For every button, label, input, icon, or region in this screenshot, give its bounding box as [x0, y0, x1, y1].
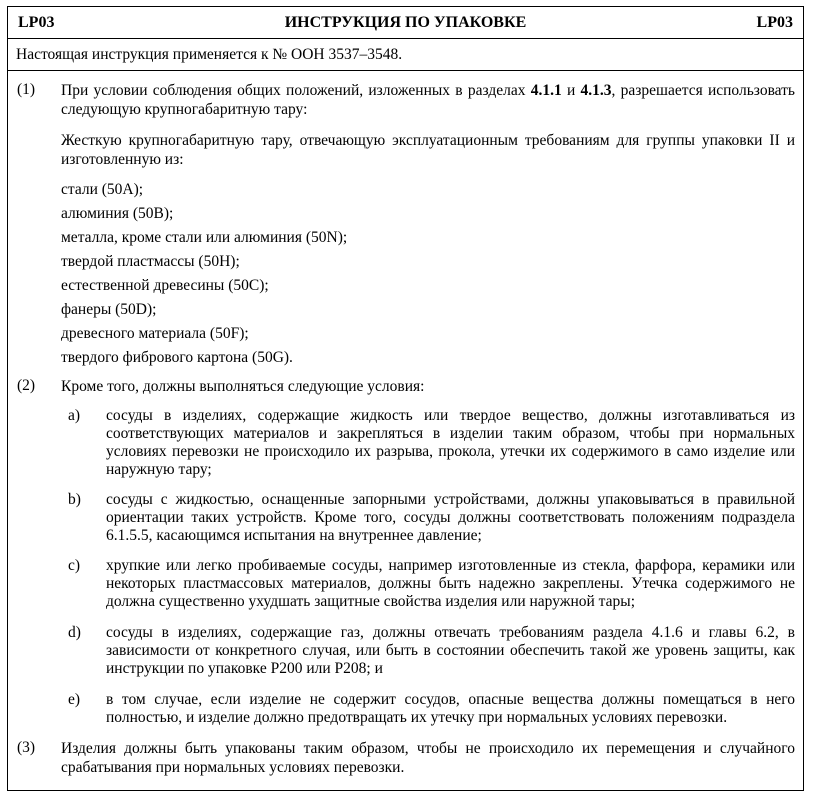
condition-text-e: в том случае, если изделие не содержит сосудов, опасные вещества должны помещаться в него полностью, и изделие должно предотвращать их утечку при нормальных условиях перевозки. — [106, 691, 795, 726]
section-1-intro-mid: и — [561, 82, 581, 99]
section-2-number: (2) — [17, 377, 36, 394]
section-1-intro — [61, 81, 795, 119]
material-item: естественной древесины (50C); — [61, 277, 269, 294]
material-item: алюминия (50B); — [61, 205, 174, 222]
material-item: твердой пластмассы (50H); — [61, 253, 240, 270]
condition-letter-d: d) — [68, 624, 81, 641]
rigid-packaging-text: Жесткую крупногабаритную тару, отвечающую эксплуатационным требованиям для группы упаковки II и изготовленную из: — [61, 132, 795, 168]
section-2-intro: Кроме того, должны выполняться следующие условия: — [61, 378, 425, 395]
section-1-number: (1) — [17, 81, 36, 98]
header-row — [8, 7, 803, 39]
section-1-intro-after: , разрешается использовать следующую крупногабаритную тару: — [61, 82, 795, 118]
section-1-ref-4-1-1: 4.1.1 — [530, 82, 562, 99]
condition-letter-c: c) — [68, 557, 81, 574]
material-item: металла, кроме стали или алюминия (50N); — [61, 229, 348, 246]
section-3-text: Изделия должны быть упакованы таким образом, чтобы не происходило их перемещения и случайного срабатывания при нормальных условиях перевозки. — [61, 740, 795, 776]
condition-text-a: сосуды в изделиях, содержащие жидкость или твердое вещество, должны изготавливаться из соответствующих материалов и закрепляться в изделии таким образом, чтобы при нормальных условиях перевозки не происходило их разрыва, прокола, утечки их содержимого в само изделие или наружную тару; — [106, 407, 795, 478]
instruction-title: ИНСТРУКЦИЯ ПО УПАКОВКЕ — [284, 14, 527, 31]
material-item: фанеры (50D); — [61, 301, 157, 318]
applies-to-text: Настоящая инструкция применяется к № ООН 3537–3548. — [16, 46, 403, 63]
material-item: стали (50A); — [61, 181, 144, 198]
section-1-ref-4-1-3: 4.1.3 — [580, 82, 612, 99]
instruction-code-left: LP03 — [18, 14, 55, 31]
section-1-intro-before: При условии соблюдения общих положений, изложенных в разделах — [61, 82, 531, 99]
condition-text-c: хрупкие или легко пробиваемые сосуды, например изготовленные из стекла, фарфора, керамики или некоторых пластмассовых материалов, должны быть надежно закреплены. Утечка содержимого не должна существенно ухудшать защитные свойства изделия или наружной тары; — [106, 557, 795, 610]
condition-letter-a: a) — [68, 407, 81, 424]
condition-letter-b: b) — [68, 491, 81, 508]
condition-text-b: сосуды с жидкостью, оснащенные запорными устройствами, должны упаковываться в правильной ориентации таких устройств. Кроме того, сосуды должны соответствовать положениям подраздела 6.1.5.5, касающимся испытания на внутреннее давление; — [106, 491, 795, 544]
material-item: древесного материала (50F); — [61, 325, 249, 342]
condition-letter-e: e) — [68, 691, 81, 708]
condition-text-d: сосуды в изделиях, содержащие газ, должны отвечать требованиям раздела 4.1.6 и главы 6.2, в зависимости от конкретного случая, или быть в состоянии обеспечить такой же уровень защиты, как инструкции по упаковке P200 или P208; и — [106, 624, 795, 677]
material-item: твердого фибрового картона (50G). — [61, 349, 293, 366]
instruction-table — [7, 6, 804, 791]
instruction-code-right: LP03 — [756, 14, 793, 31]
section-3-number: (3) — [17, 739, 36, 756]
applies-to-row — [8, 39, 803, 71]
